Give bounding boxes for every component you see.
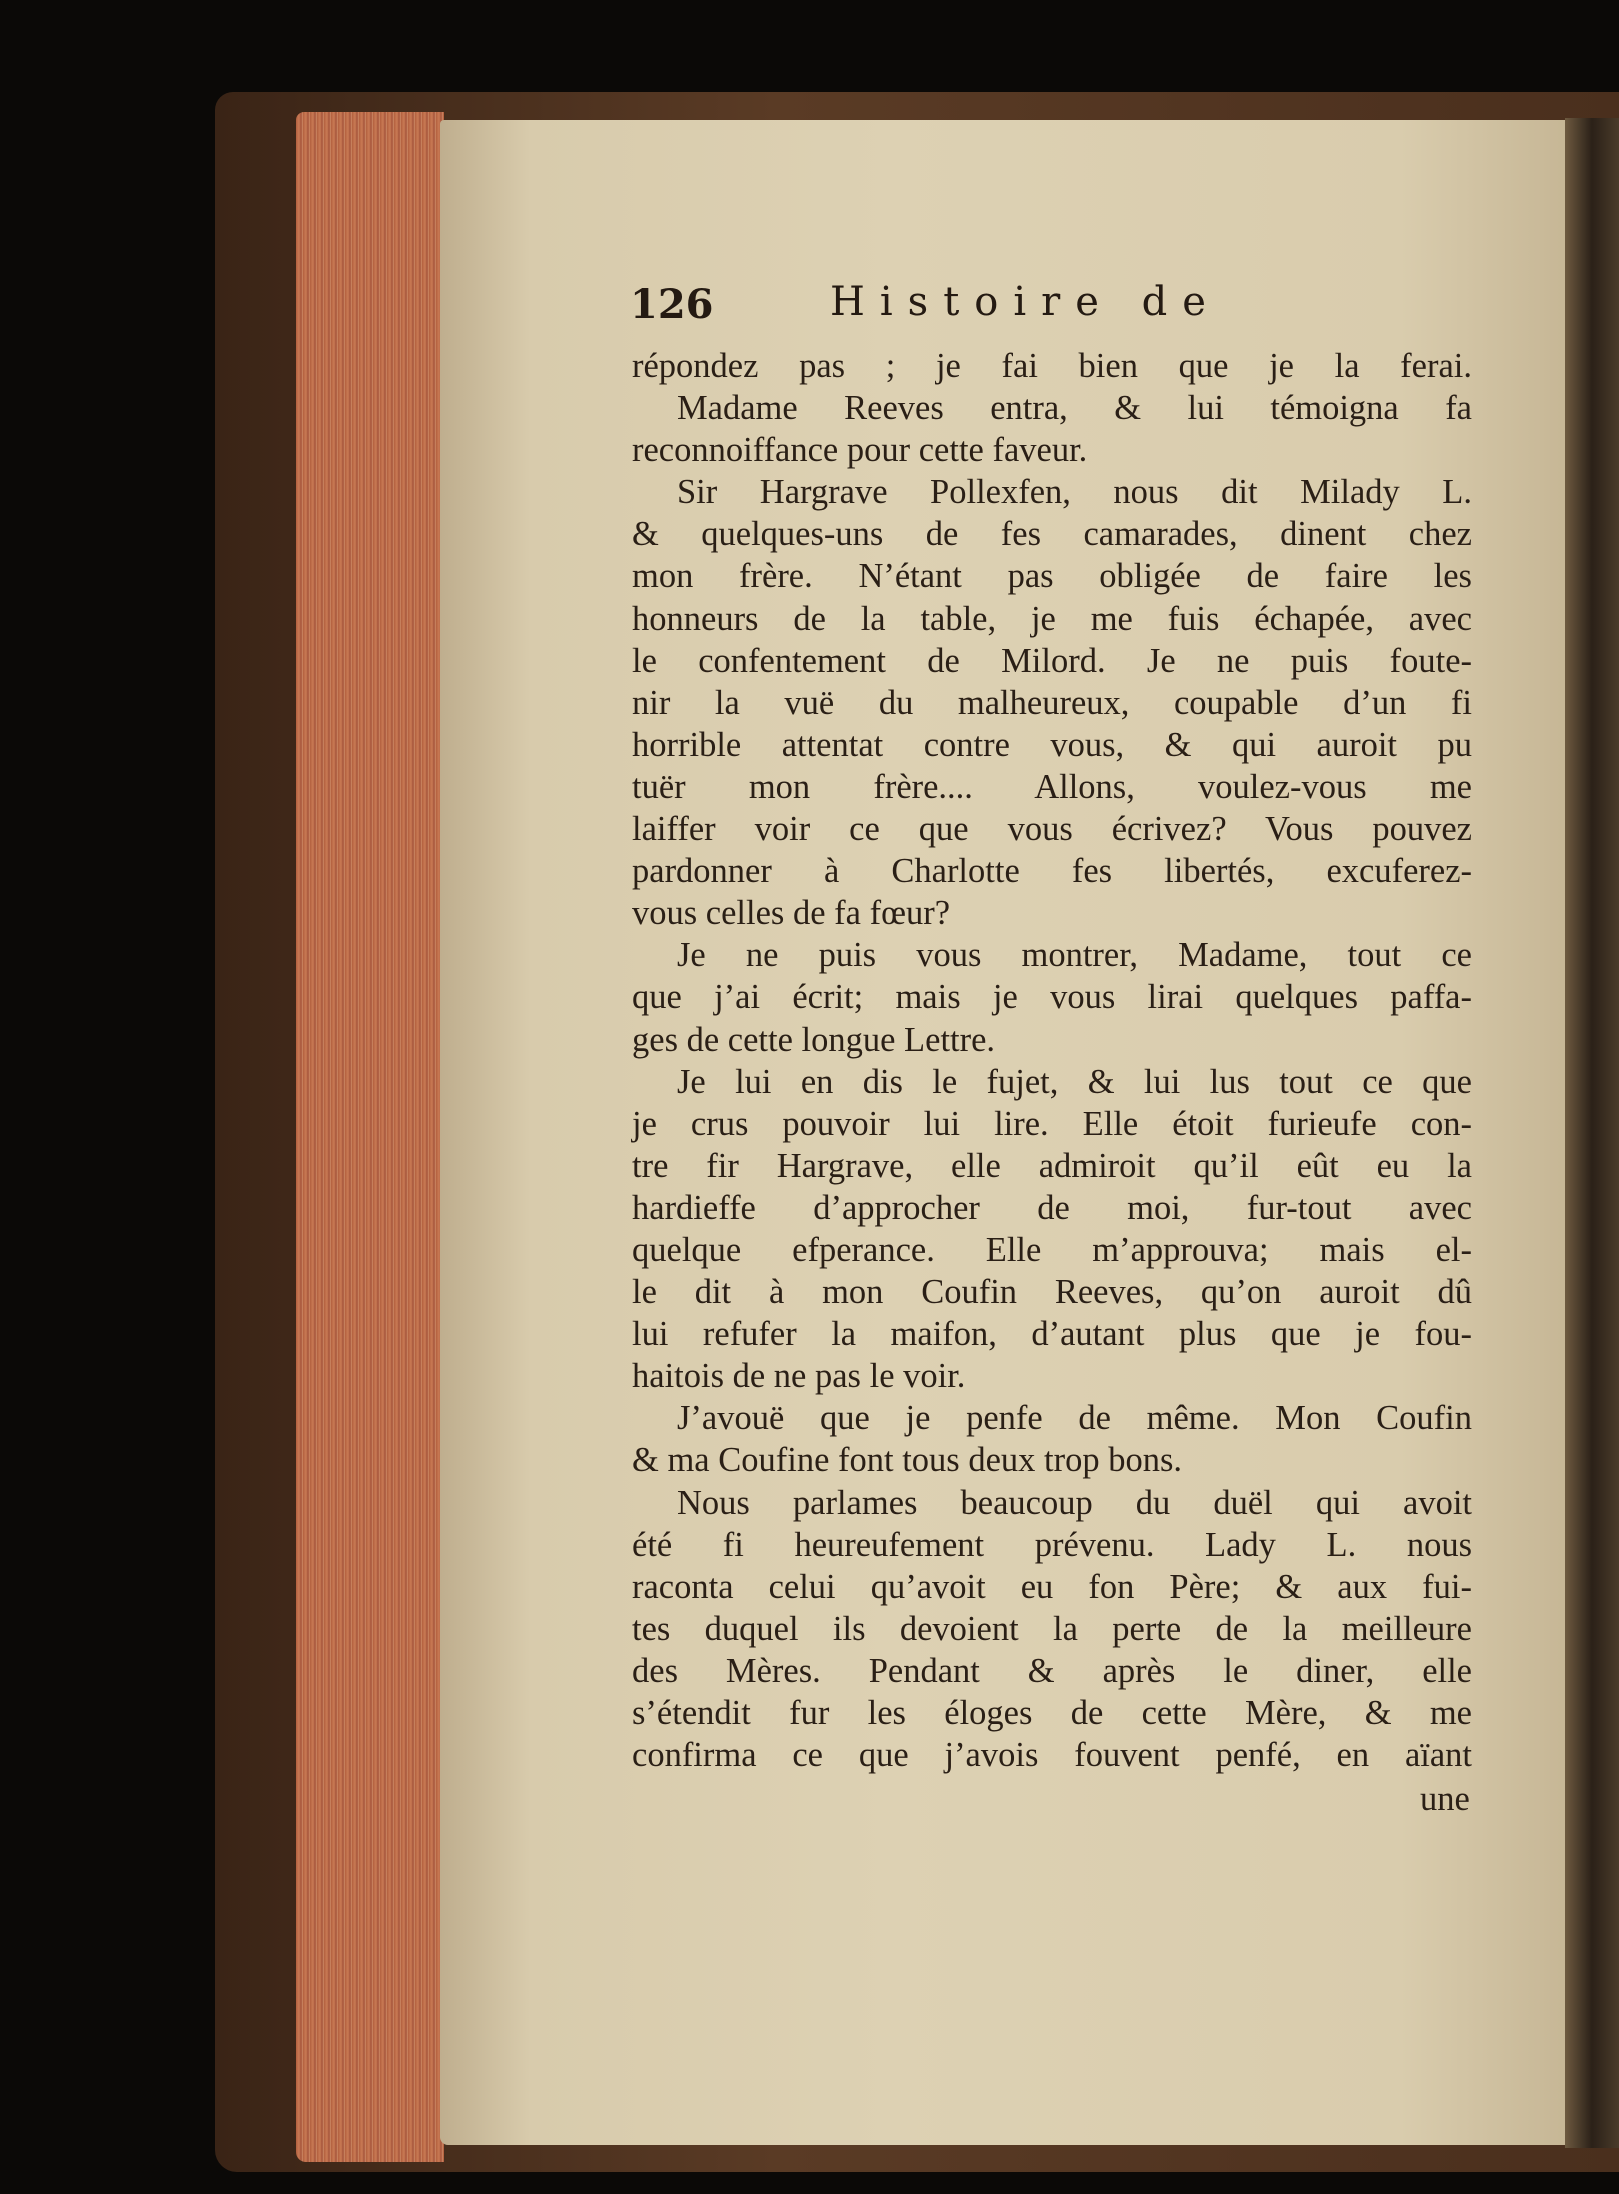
text-line: vous celles de fa fœur? (632, 894, 951, 933)
text-line: tre fir Hargrave, elle admiroit qu’il eût eu la (632, 1146, 1472, 1185)
text-line: hardieffe d’approcher de moi, fur-tout avec (632, 1188, 1472, 1227)
text-line: confirma ce que j’avois fouvent penfé, en aïant (632, 1736, 1472, 1775)
text-line: tuër mon frère.... Allons, voulez-vous me (632, 767, 1472, 806)
text-line: ges de cette longue Lettre. (632, 1020, 996, 1059)
page-header (630, 275, 1450, 335)
text-line: raconta celui qu’avoit eu fon Père; & aux fui- (632, 1567, 1472, 1606)
text-line: horrible attentat contre vous, & qui auroit pu (632, 725, 1472, 764)
catchword: une (1420, 1780, 1470, 1818)
text-line: Je ne puis vous montrer, Madame, tout ce (677, 936, 1472, 975)
text-line: & quelques-uns de fes camarades, dinent chez (632, 515, 1472, 554)
text-line: des Mères. Pendant & après le diner, elle (632, 1651, 1472, 1690)
text-line: lui refufer la maifon, d’autant plus que je fou- (632, 1315, 1472, 1354)
running-title: Histoire de (830, 279, 1221, 325)
text-line: reconnoiffance pour cette faveur. (632, 431, 1088, 470)
page-number: 126 (630, 281, 714, 328)
text-line: s’étendit fur les éloges de cette Mère, & me (632, 1694, 1472, 1732)
body-text (632, 345, 1472, 1776)
text-line: le confentement de Milord. Je ne puis foute- (632, 641, 1472, 680)
text-line: Je lui en dis le fujet, & lui lus tout ce que (677, 1062, 1472, 1101)
text-line: & ma Coufine font tous deux trop bons. (632, 1441, 1183, 1480)
text-line: pardonner à Charlotte fes libertés, excuferez- (632, 852, 1472, 891)
text-line: Madame Reeves entra, & lui témoigna fa (677, 389, 1472, 428)
text-line: je crus pouvoir lui lire. Elle étoit furieufe con- (632, 1104, 1472, 1143)
text-line: haitois de ne pas le voir. (632, 1357, 966, 1396)
text-line: Sir Hargrave Pollexfen, nous dit Milady L. (677, 473, 1472, 512)
text-line: quelque efperance. Elle m’approuva; mais el- (632, 1230, 1472, 1269)
text-line: été fi heureufement prévenu. Lady L. nous (632, 1525, 1472, 1564)
text-line: tes duquel ils devoient la perte de la meilleure (632, 1609, 1472, 1648)
text-line: laiffer voir ce que vous écrivez? Vous pouvez (632, 810, 1472, 849)
text-line: mon frère. N’étant pas obligée de faire les (632, 557, 1472, 596)
text-line: Nous parlames beaucoup du duël qui avoit (677, 1483, 1472, 1522)
facing-page-edge (1565, 118, 1619, 2148)
text-line: que j’ai écrit; mais je vous lirai quelques paffa- (632, 978, 1472, 1017)
page-edges (296, 112, 444, 2162)
text-line: nir la vuë du malheureux, coupable d’un fi (632, 683, 1472, 722)
text-line: honneurs de la table, je me fuis échapée, avec (632, 599, 1472, 638)
text-line: le dit à mon Coufin Reeves, qu’on auroit dû (632, 1273, 1472, 1312)
text-line: J’avouë que je penfe de même. Mon Coufin (677, 1399, 1472, 1438)
text-line: répondez pas ; je fai bien que je la ferai. (632, 347, 1472, 385)
